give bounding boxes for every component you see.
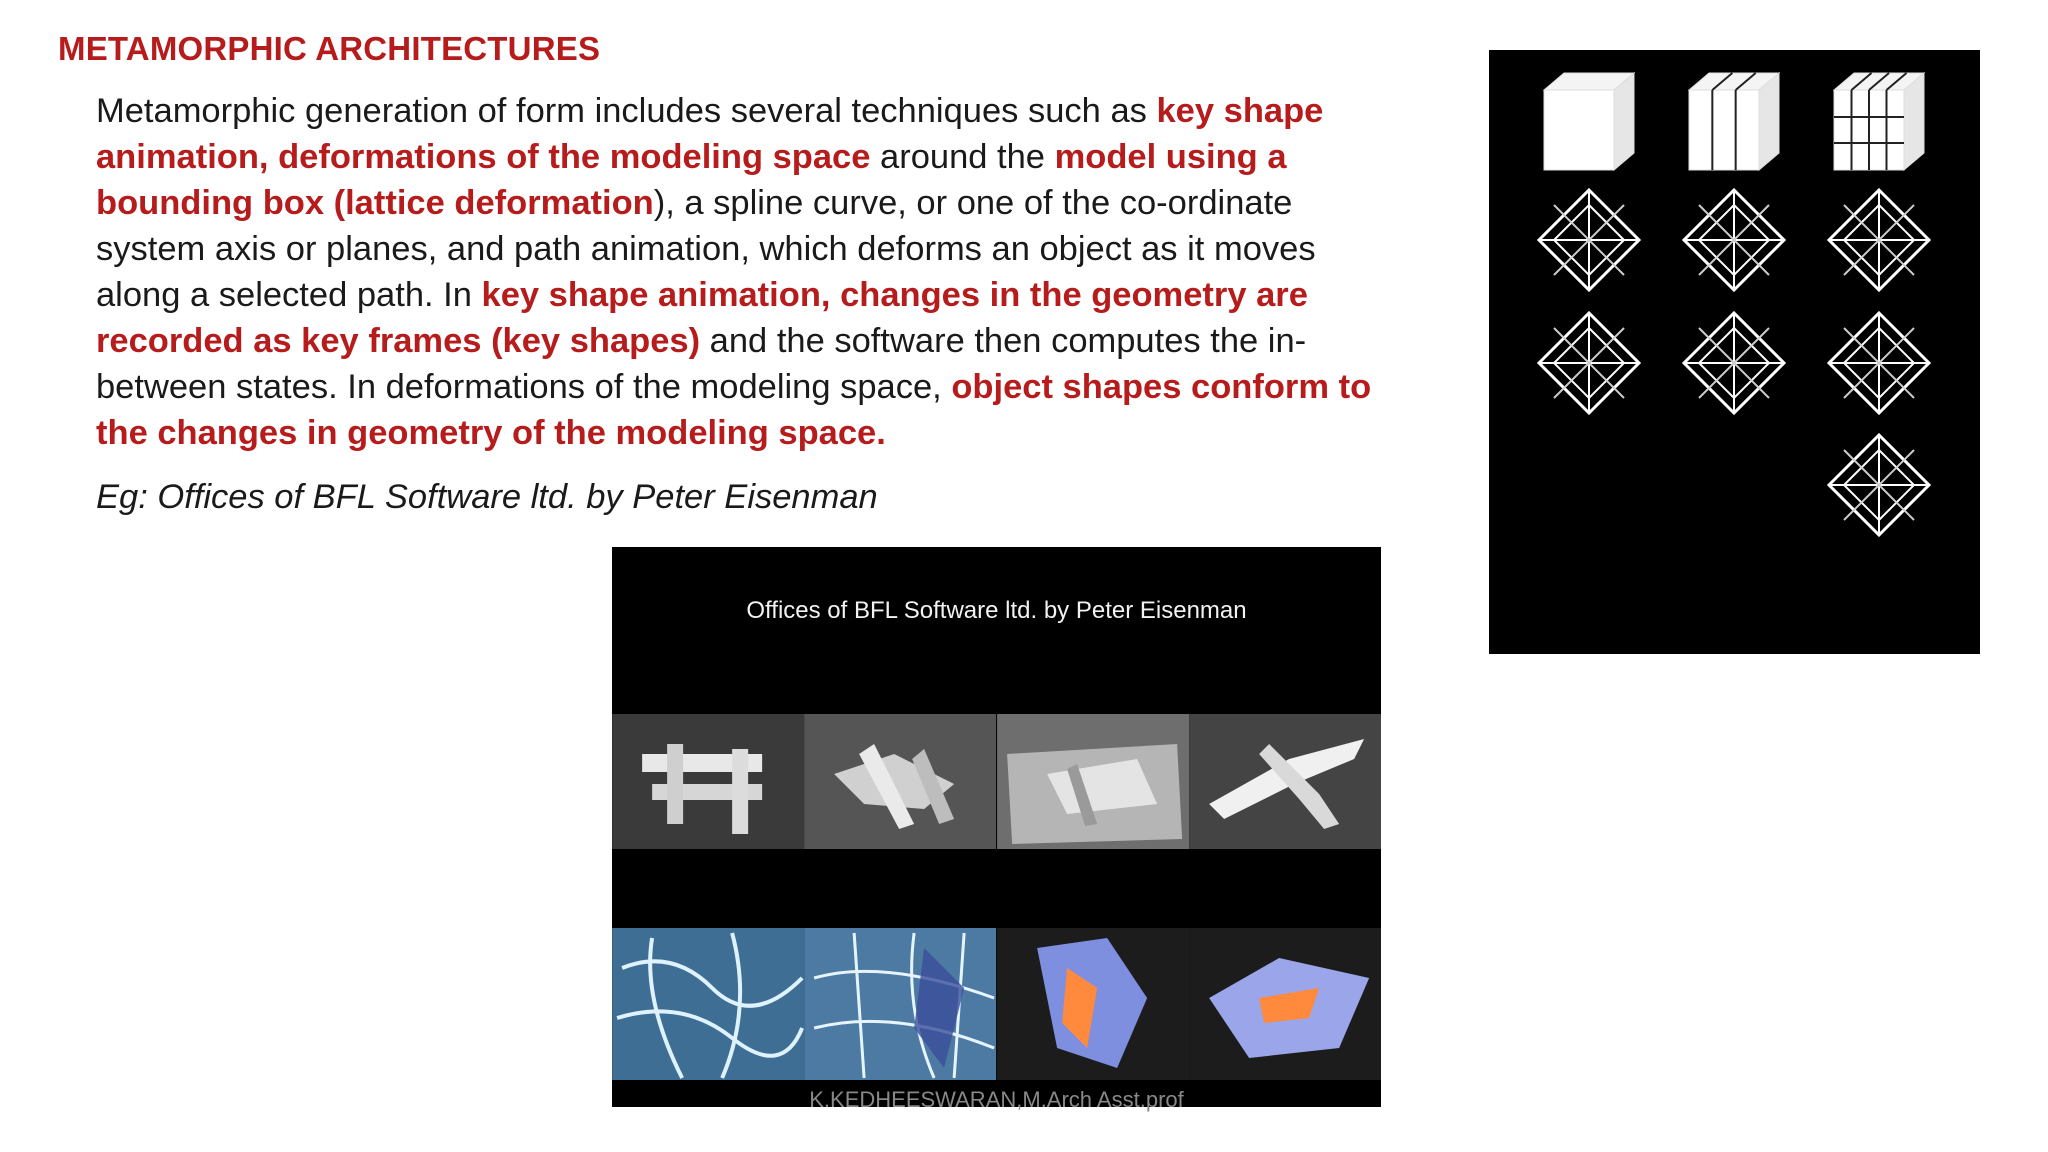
lattice-render-4 <box>1189 928 1381 1080</box>
body-text: ), a spline curve, or one of the co-ordinate system axis or planes, and path animation, which deforms an object as it moves along a selected path. In <box>96 184 1316 314</box>
body-paragraph <box>96 88 1396 456</box>
model-photo-1 <box>612 714 804 849</box>
lattice-cube-4 <box>1534 185 1644 295</box>
lattice-render-2 <box>804 928 996 1080</box>
lattice-deformation-diagram <box>1489 50 1980 654</box>
example-caption: Eg: Offices of BFL Software ltd. by Peter Eisenman <box>96 478 878 516</box>
lattice-cube-6 <box>1824 185 1934 295</box>
lattice-cube-8 <box>1679 308 1789 418</box>
model-photo-2 <box>804 714 996 849</box>
physical-models-strip <box>612 714 1381 849</box>
model-photo-4 <box>1189 714 1381 849</box>
author-footer: K.KEDHEESWARAN,M.Arch Asst.prof <box>809 1087 1184 1112</box>
body-text: Metamorphic generation of form includes several techniques such as <box>96 92 1157 130</box>
lattice-cube-2 <box>1679 65 1789 175</box>
highlighted-phrase: model using a bounding box (lattice deformation <box>96 138 1287 222</box>
lattice-render-1 <box>612 928 804 1080</box>
highlighted-phrase: key shape animation, changes in the geometry are recorded as key frames (key shapes) <box>96 276 1308 360</box>
model-photo-3 <box>997 714 1189 849</box>
bfl-offices-image <box>612 547 1381 1112</box>
highlighted-phrase: object shapes conform to the changes in geometry of the modeling space. <box>96 368 1372 452</box>
highlighted-phrase: key shape animation, deformations of the modeling space <box>96 92 1324 176</box>
bfl-image-caption: Offices of BFL Software ltd. by Peter Eisenman <box>746 597 1247 624</box>
lattice-cube-9 <box>1824 308 1934 418</box>
body-text: and the software then computes the in-between states. In deformations of the modeling space, <box>96 322 1307 406</box>
lattice-cube-3 <box>1824 65 1934 175</box>
lattice-render-3 <box>997 928 1189 1080</box>
lattice-cube-5 <box>1679 185 1789 295</box>
body-text: around the <box>870 138 1055 176</box>
lattice-cube-1 <box>1534 65 1644 175</box>
lattice-cube-10 <box>1824 430 1934 540</box>
lattice-cube-7 <box>1534 308 1644 418</box>
digital-models-strip <box>612 928 1381 1080</box>
slide-title: METAMORPHIC ARCHITECTURES <box>58 30 601 67</box>
